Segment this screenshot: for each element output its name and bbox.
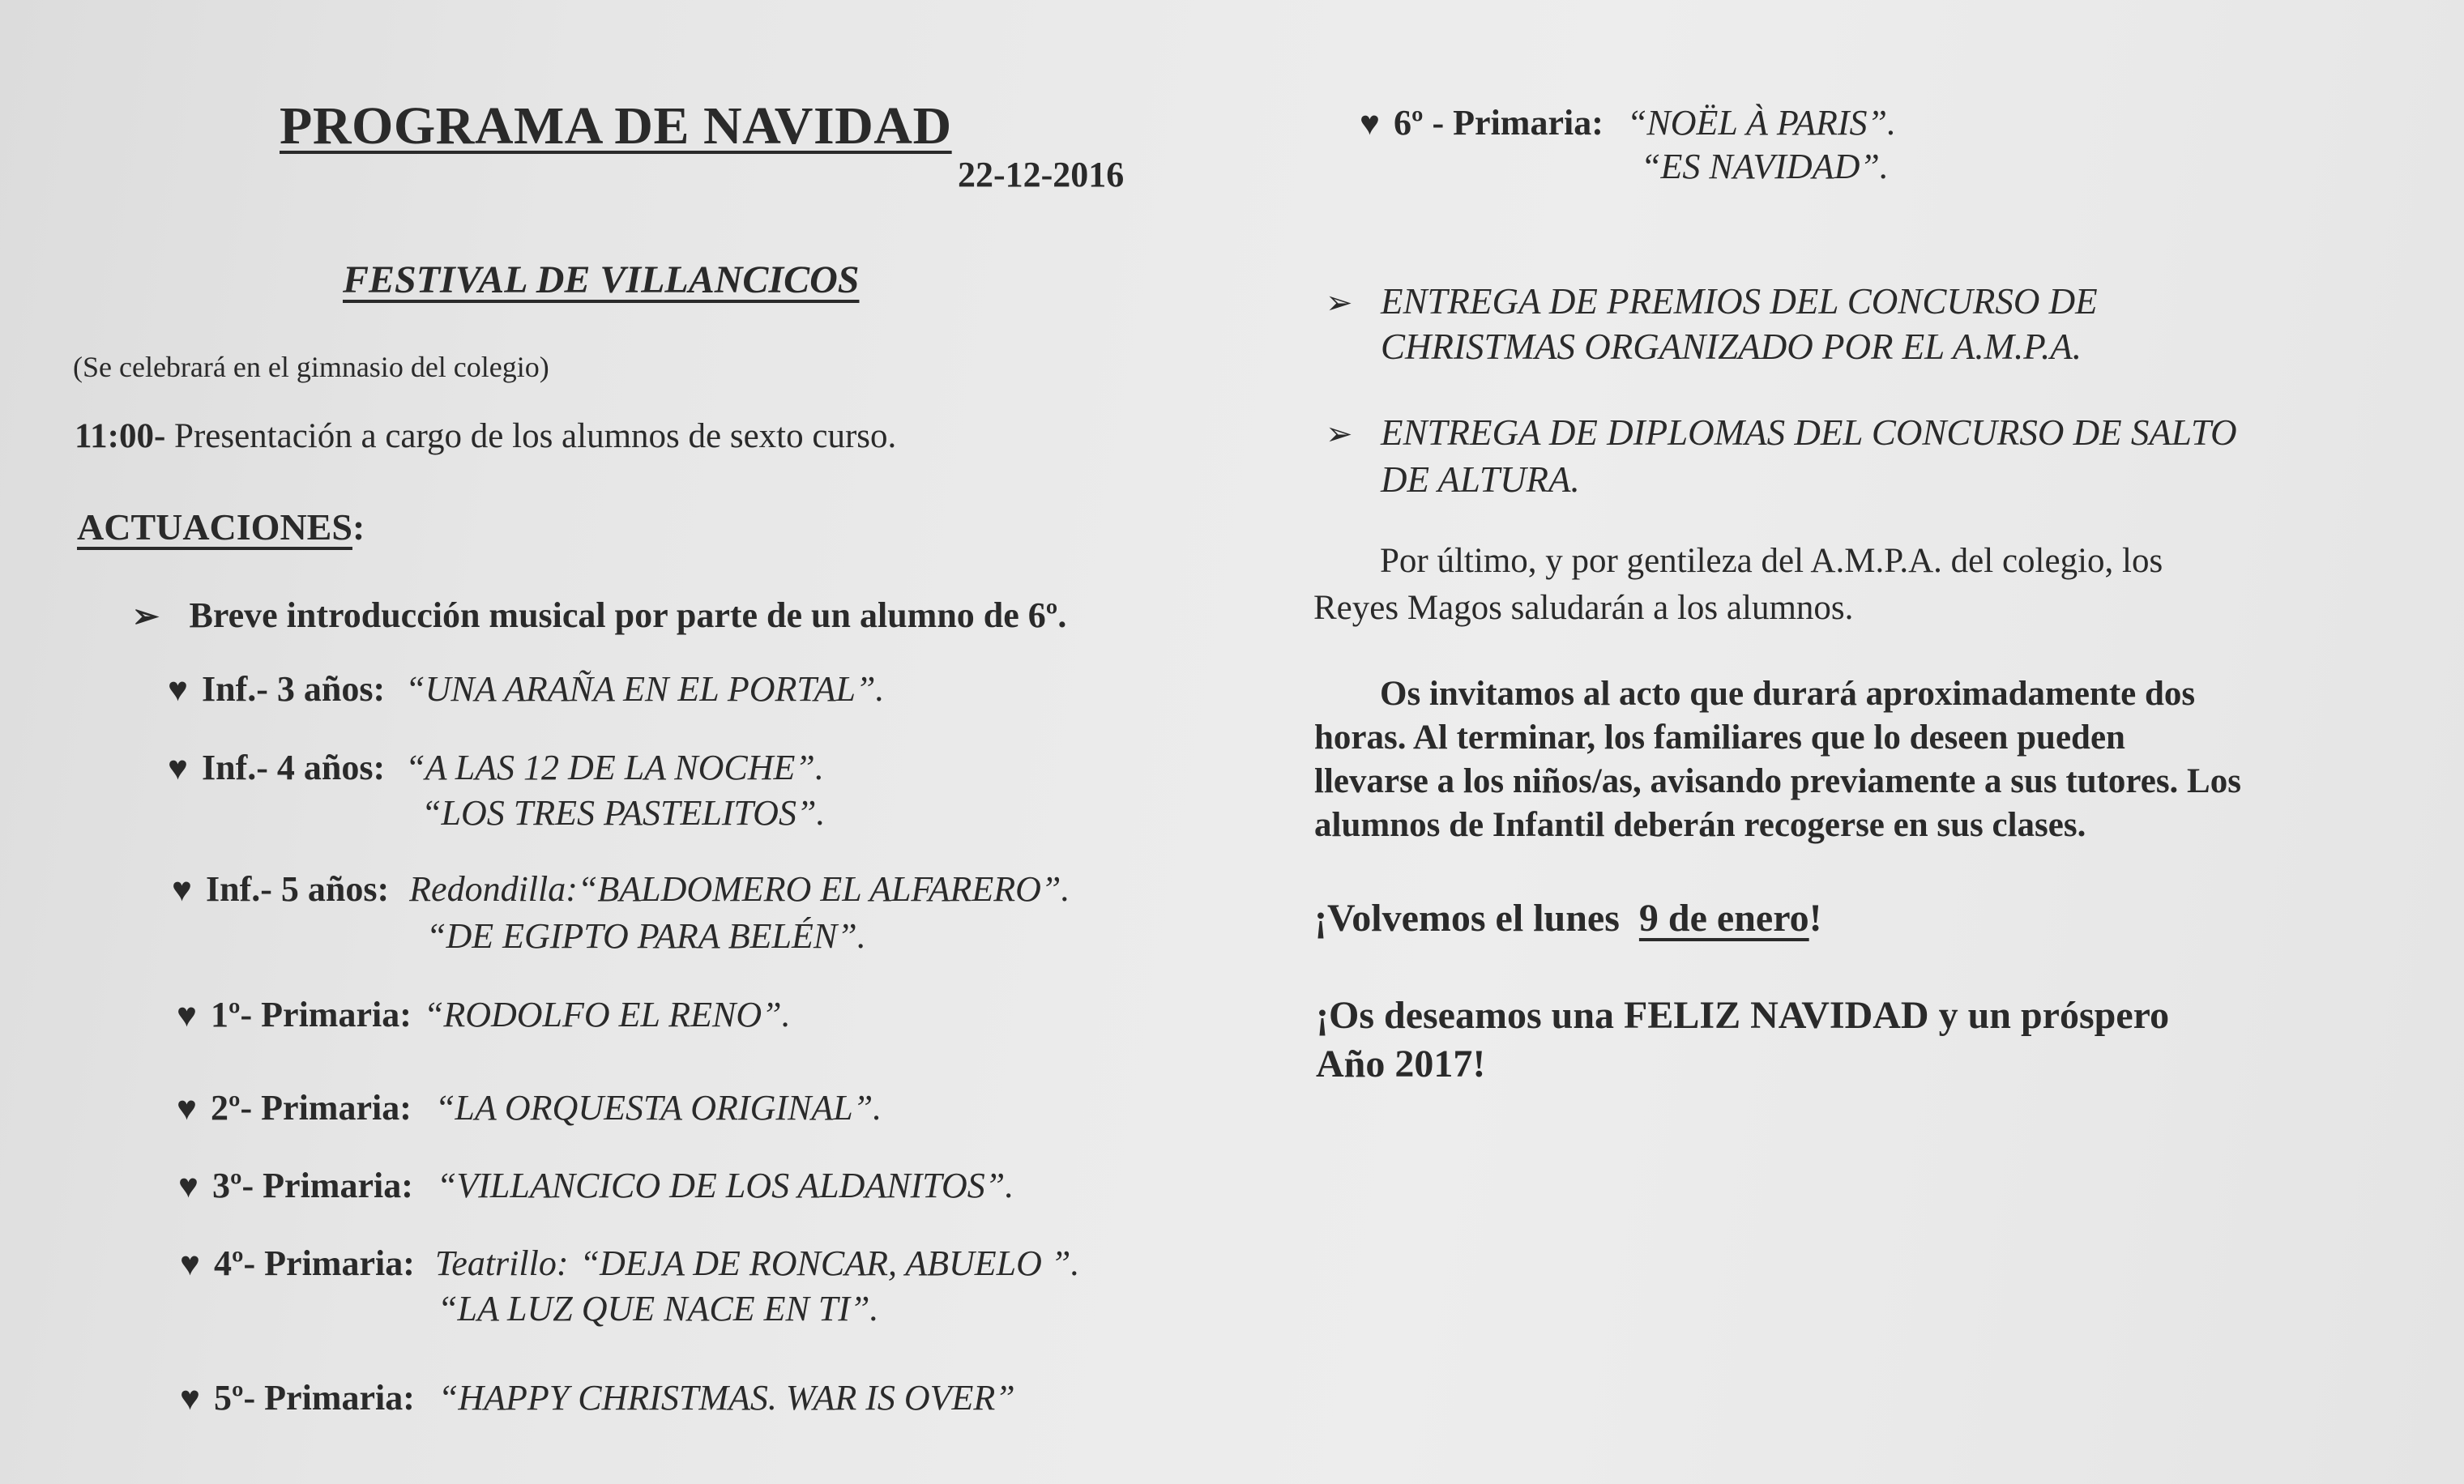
- item-label: 5º- Primaria:: [214, 1378, 415, 1418]
- arrow-bullet-icon: ➢: [1326, 416, 1353, 452]
- song-title: “NOËL À PARIS”.: [1626, 103, 1896, 143]
- presentation-text: Presentación a cargo de los alumnos de sexto curso.: [165, 417, 897, 455]
- location-note: (Se celebrará en el gimnasio del colegio): [73, 351, 549, 383]
- list-item: [180, 1377, 1015, 1418]
- presentation-line: [75, 416, 896, 456]
- song-title: “ES NAVIDAD”.: [1641, 147, 1889, 186]
- list-item: [168, 747, 824, 788]
- item-label: 2º- Primaria:: [211, 1088, 412, 1128]
- item-label: 4º- Primaria:: [214, 1243, 415, 1283]
- entrega-line: ENTREGA DE DIPLOMAS DEL CONCURSO DE SALTO: [1381, 412, 2237, 453]
- list-item: [172, 868, 1070, 910]
- heart-icon: ♥: [178, 1168, 199, 1205]
- list-item: [1360, 102, 1896, 143]
- song-title: “UNA ARAÑA EN EL PORTAL”.: [405, 669, 885, 709]
- reyes-line: Por último, y por gentileza del A.M.P.A. del colegio, los: [1380, 542, 2163, 580]
- item-label: Inf.- 4 años:: [202, 748, 386, 787]
- reyes-line: Reyes Magos saludarán a los alumnos.: [1313, 589, 1854, 627]
- actuaciones-heading-text: ACTUACIONES: [77, 506, 352, 548]
- item-prefix: Redondilla:: [409, 869, 578, 909]
- item-label: 1º- Primaria:: [211, 995, 412, 1034]
- return-date-line: [1314, 896, 1822, 940]
- song-title: “DEJA DE RONCAR, ABUELO ”.: [579, 1243, 1080, 1283]
- item-prefix: Teatrillo:: [434, 1243, 569, 1283]
- song-title: “LA ORQUESTA ORIGINAL”.: [434, 1088, 882, 1128]
- song-title: “RODOLFO EL RENO”.: [423, 995, 791, 1034]
- song-title: “BALDOMERO EL ALFARERO”.: [577, 869, 1070, 909]
- actuaciones-heading: [77, 505, 365, 548]
- list-item: [178, 1165, 1014, 1206]
- program-date: 22-12-2016: [958, 155, 1125, 194]
- invitation-line: llevarse a los niños/as, avisando previamente a sus tutores. Los: [1314, 762, 2241, 800]
- list-item: [180, 1243, 1079, 1284]
- list-item: [168, 668, 884, 710]
- intro-bullet: [132, 595, 1066, 636]
- arrow-bullet-icon: ➢: [132, 598, 160, 634]
- entrega-line: CHRISTMAS ORGANIZADO POR EL A.M.P.A.: [1381, 326, 2082, 367]
- list-item: [177, 1087, 882, 1128]
- song-title: “A LAS 12 DE LA NOCHE”.: [405, 748, 824, 787]
- heart-icon: ♥: [168, 750, 188, 787]
- intro-text: Breve introducción musical por parte de un alumno de 6º.: [189, 595, 1067, 635]
- song-title: “HAPPY CHRISTMAS. WAR IS OVER”: [438, 1378, 1015, 1418]
- entrega-line: DE ALTURA.: [1381, 459, 1580, 500]
- song-title: “LOS TRES PASTELITOS”.: [421, 793, 826, 833]
- song-title: “LA LUZ QUE NACE EN TI”.: [438, 1289, 879, 1328]
- heart-icon: ♥: [177, 997, 197, 1034]
- song-title: “DE EGIPTO PARA BELÉN”.: [426, 916, 866, 956]
- return-date: 9 de enero: [1638, 897, 1809, 940]
- item-label: 6º - Primaria:: [1394, 103, 1604, 143]
- heart-icon: ♥: [180, 1380, 200, 1418]
- page-title: PROGRAMA DE NAVIDAD: [280, 96, 952, 156]
- heart-icon: ♥: [172, 872, 192, 909]
- actuaciones-heading-colon: :: [352, 506, 365, 548]
- invitation-line: alumnos de Infantil deberán recogerse en sus clases.: [1314, 806, 2086, 844]
- invitation-line: horas. Al terminar, los familiares que lo deseen pueden: [1314, 719, 2125, 757]
- return-suffix: !: [1808, 897, 1822, 940]
- heart-icon: ♥: [168, 672, 188, 709]
- festival-heading: FESTIVAL DE VILLANCICOS: [343, 258, 860, 301]
- song-title: “VILLANCICO DE LOS ALDANITOS”.: [436, 1166, 1014, 1205]
- item-label: Inf.- 5 años:: [206, 869, 390, 909]
- item-label: 3º- Primaria:: [212, 1166, 413, 1205]
- heart-icon: ♥: [177, 1090, 197, 1128]
- invitation-line: Os invitamos al acto que durará aproximadamente dos: [1380, 675, 2196, 713]
- wishes-line: ¡Os deseamos una FELIZ NAVIDAD y un próspero: [1316, 994, 2170, 1037]
- heart-icon: ♥: [1360, 105, 1380, 143]
- arrow-bullet-icon: ➢: [1326, 284, 1353, 321]
- wishes-line: Año 2017!: [1316, 1043, 1486, 1085]
- heart-icon: ♥: [180, 1246, 200, 1283]
- return-prefix: ¡Volvemos el lunes: [1314, 897, 1639, 940]
- list-item: [177, 994, 791, 1035]
- entrega-line: ENTREGA DE PREMIOS DEL CONCURSO DE: [1381, 281, 2098, 322]
- presentation-time: 11:00-: [75, 417, 166, 455]
- item-label: Inf.- 3 años:: [202, 669, 386, 709]
